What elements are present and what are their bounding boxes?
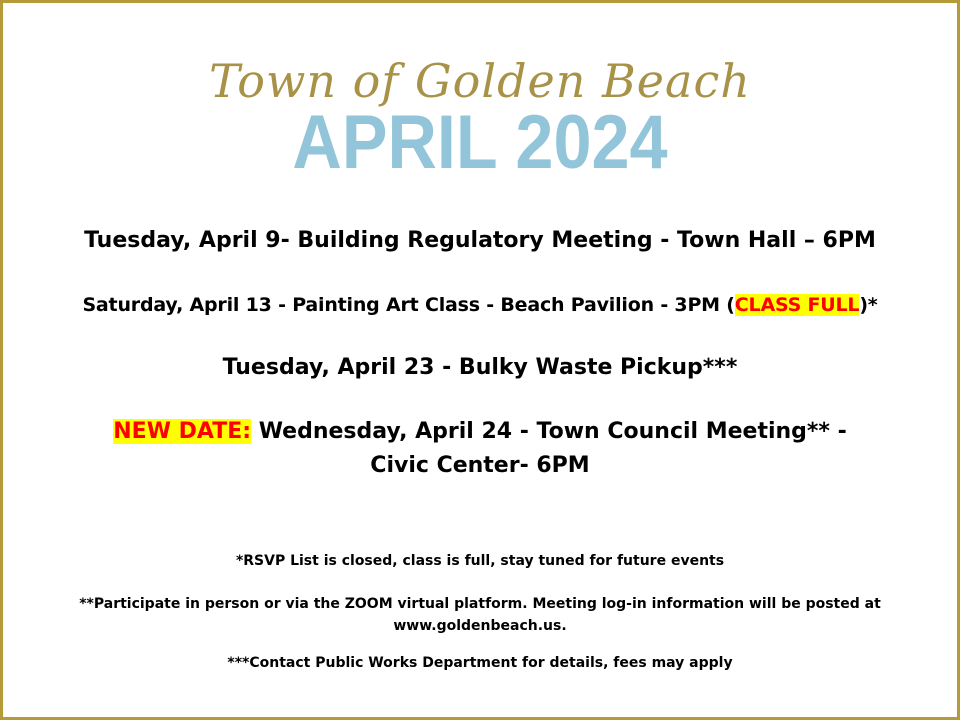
event-bulky-waste-pickup bbox=[3, 351, 957, 385]
event-line-2: Civic Center- 6PM bbox=[370, 453, 590, 478]
footnote-rsvp: *RSVP List is closed, class is full, stay tuned for future events bbox=[235, 553, 725, 569]
event-town-council-meeting bbox=[3, 415, 957, 483]
event-line-1 bbox=[3, 415, 957, 449]
footnote-public-works: ***Contact Public Works Department for details, fees may apply bbox=[227, 655, 733, 671]
class-full-badge: CLASS FULL bbox=[734, 294, 860, 316]
event-text-suffix: )* bbox=[859, 294, 878, 316]
event-text: Wednesday, April 24 - Town Council Meeting** - bbox=[251, 419, 847, 444]
new-date-badge: NEW DATE: bbox=[113, 419, 252, 444]
footnote-zoom: **Participate in person or via the ZOOM virtual platform. Meeting log-in information will be posted at www.goldenbeach.us. bbox=[79, 596, 881, 634]
month-title: APRIL 2024 bbox=[292, 100, 668, 185]
event-painting-art-class bbox=[3, 289, 957, 321]
event-text: Tuesday, April 9- Building Regulatory Meeting - Town Hall – 6PM bbox=[84, 228, 876, 253]
event-text: Tuesday, April 23 - Bulky Waste Pickup*** bbox=[222, 355, 738, 380]
event-building-regulatory-meeting bbox=[3, 223, 957, 259]
town-name: Town of Golden Beach bbox=[209, 54, 751, 108]
footnotes bbox=[3, 547, 957, 675]
event-list bbox=[3, 223, 957, 483]
event-text: Saturday, April 13 - Painting Art Class - Beach Pavilion - 3PM ( bbox=[82, 294, 735, 316]
flyer-header bbox=[3, 51, 957, 185]
